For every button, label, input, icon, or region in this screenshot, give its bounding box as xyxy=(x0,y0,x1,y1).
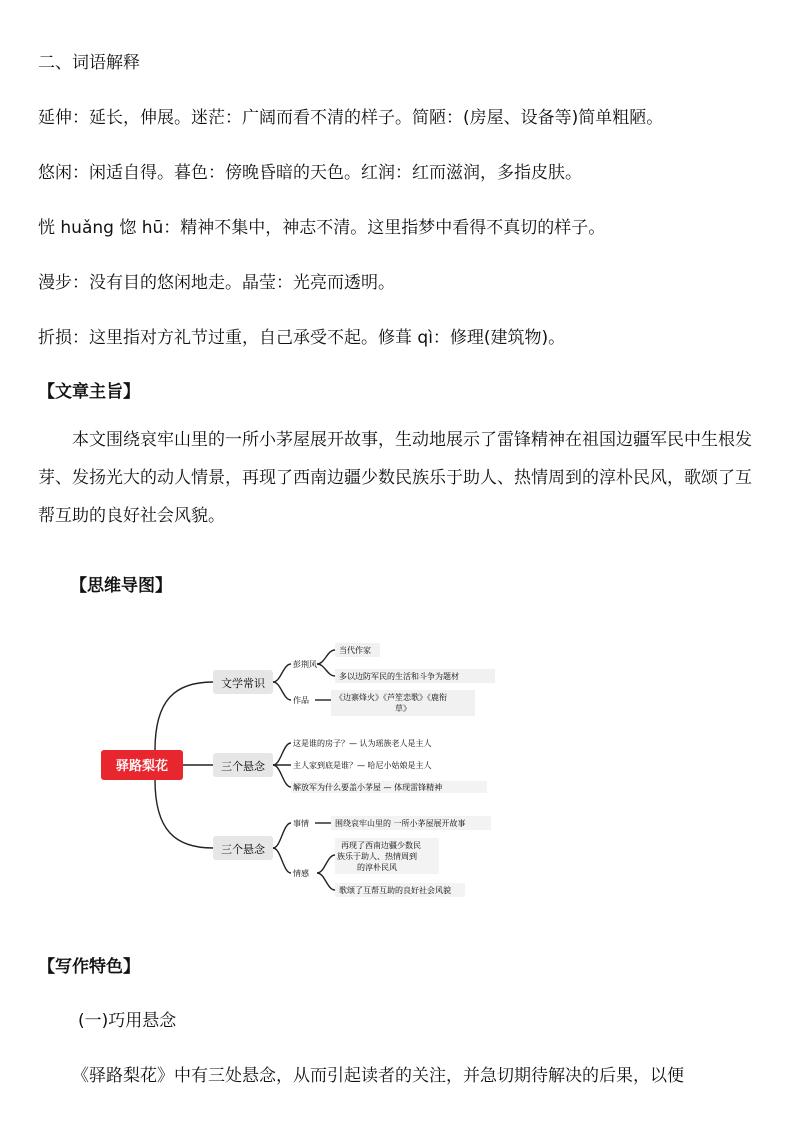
theme-paragraph: 本文围绕哀牢山里的一所小茅屋展开故事，生动地展示了雷锋精神在祖国边疆军民中生根发芽、发扬光大的动人情景，再现了西南边疆少数民族乐于助人、热情周到的淳朴民风，歌颂了互帮互助的良好社会风貌。 xyxy=(38,430,752,526)
mindmap-b3-sub1: 事情 xyxy=(293,819,309,828)
mindmap-b1-sub2-item-line1: 《边寨烽火》《芦笙恋歌》《鹿衔 xyxy=(335,693,447,702)
mindmap-branch-2: 三个悬念 xyxy=(221,760,265,773)
vocab-line-4: 漫步：没有目的悠闲地走。晶莹：光亮而透明。 xyxy=(38,273,395,293)
mindmap-b1-sub1-item2: 多以边防军民的生活和斗争为题材 xyxy=(339,672,459,681)
mindmap-b3-sub2-item1-line2: 族乐于助人、热情周到 xyxy=(337,852,417,861)
mindmap-b3-sub1-item: 围绕哀牢山里的 一所小茅屋展开故事 xyxy=(335,819,466,828)
mindmap-branch-3: 三个悬念 xyxy=(221,843,265,856)
mindmap-root-label: 驿路梨花 xyxy=(115,759,169,774)
vocab-line-1: 延伸：延长，伸展。迷茫：广阔而看不清的样子。简陋：(房屋、设备等)简单粗陋。 xyxy=(38,108,664,128)
mindmap-b3-sub2-item1-line1: 再现了西南边疆少数民 xyxy=(341,841,421,850)
mindmap-b2-item1: 这是谁的房子？— 认为瑶族老人是主人 xyxy=(293,739,432,748)
mindmap-b2-item2: 主人家到底是谁？— 哈尼小姑娘是主人 xyxy=(293,761,432,770)
mind-map xyxy=(95,630,515,900)
mindmap-b1-sub2: 作品 xyxy=(293,696,309,705)
writing-paragraph: 《驿路梨花》中有三处悬念，从而引起读者的关注，并急切期待解决的后果，以便 xyxy=(72,1066,684,1086)
mindmap-b1-sub1: 彭荆风 xyxy=(293,660,317,669)
section-title-vocab: 二、词语解释 xyxy=(38,53,140,73)
writing-heading: 【写作特色】 xyxy=(38,957,140,977)
vocab-line-3: 恍 huǎng 惚 hū：精神不集中，神志不清。这里指梦中看得不真切的样子。 xyxy=(38,218,606,238)
mindmap-b1-sub1-item1: 当代作家 xyxy=(339,646,371,655)
vocab-line-2: 悠闲：闲适自得。暮色：傍晚昏暗的天色。红润：红而滋润，多指皮肤。 xyxy=(38,163,582,183)
mindmap-b2-item3: 解放军为什么要盖小茅屋 — 体现雷锋精神 xyxy=(293,783,443,792)
vocab-line-5: 折损：这里指对方礼节过重，自己承受不起。修葺 qì：修理(建筑物)。 xyxy=(38,328,566,348)
theme-heading: 【文章主旨】 xyxy=(38,382,140,402)
mindmap-branch-1: 文学常识 xyxy=(221,677,265,690)
mindmap-heading: 【思维导图】 xyxy=(70,576,172,596)
writing-subheading: (一)巧用悬念 xyxy=(78,1011,177,1031)
mindmap-b1-sub2-item-line2: 草》 xyxy=(395,704,411,713)
mindmap-b3-sub2: 情感 xyxy=(293,869,309,878)
mindmap-b3-sub2-item2: 歌颂了互帮互助的良好社会风貌 xyxy=(339,886,451,895)
mindmap-b3-sub2-item1-line3: 的淳朴民风 xyxy=(357,863,397,872)
